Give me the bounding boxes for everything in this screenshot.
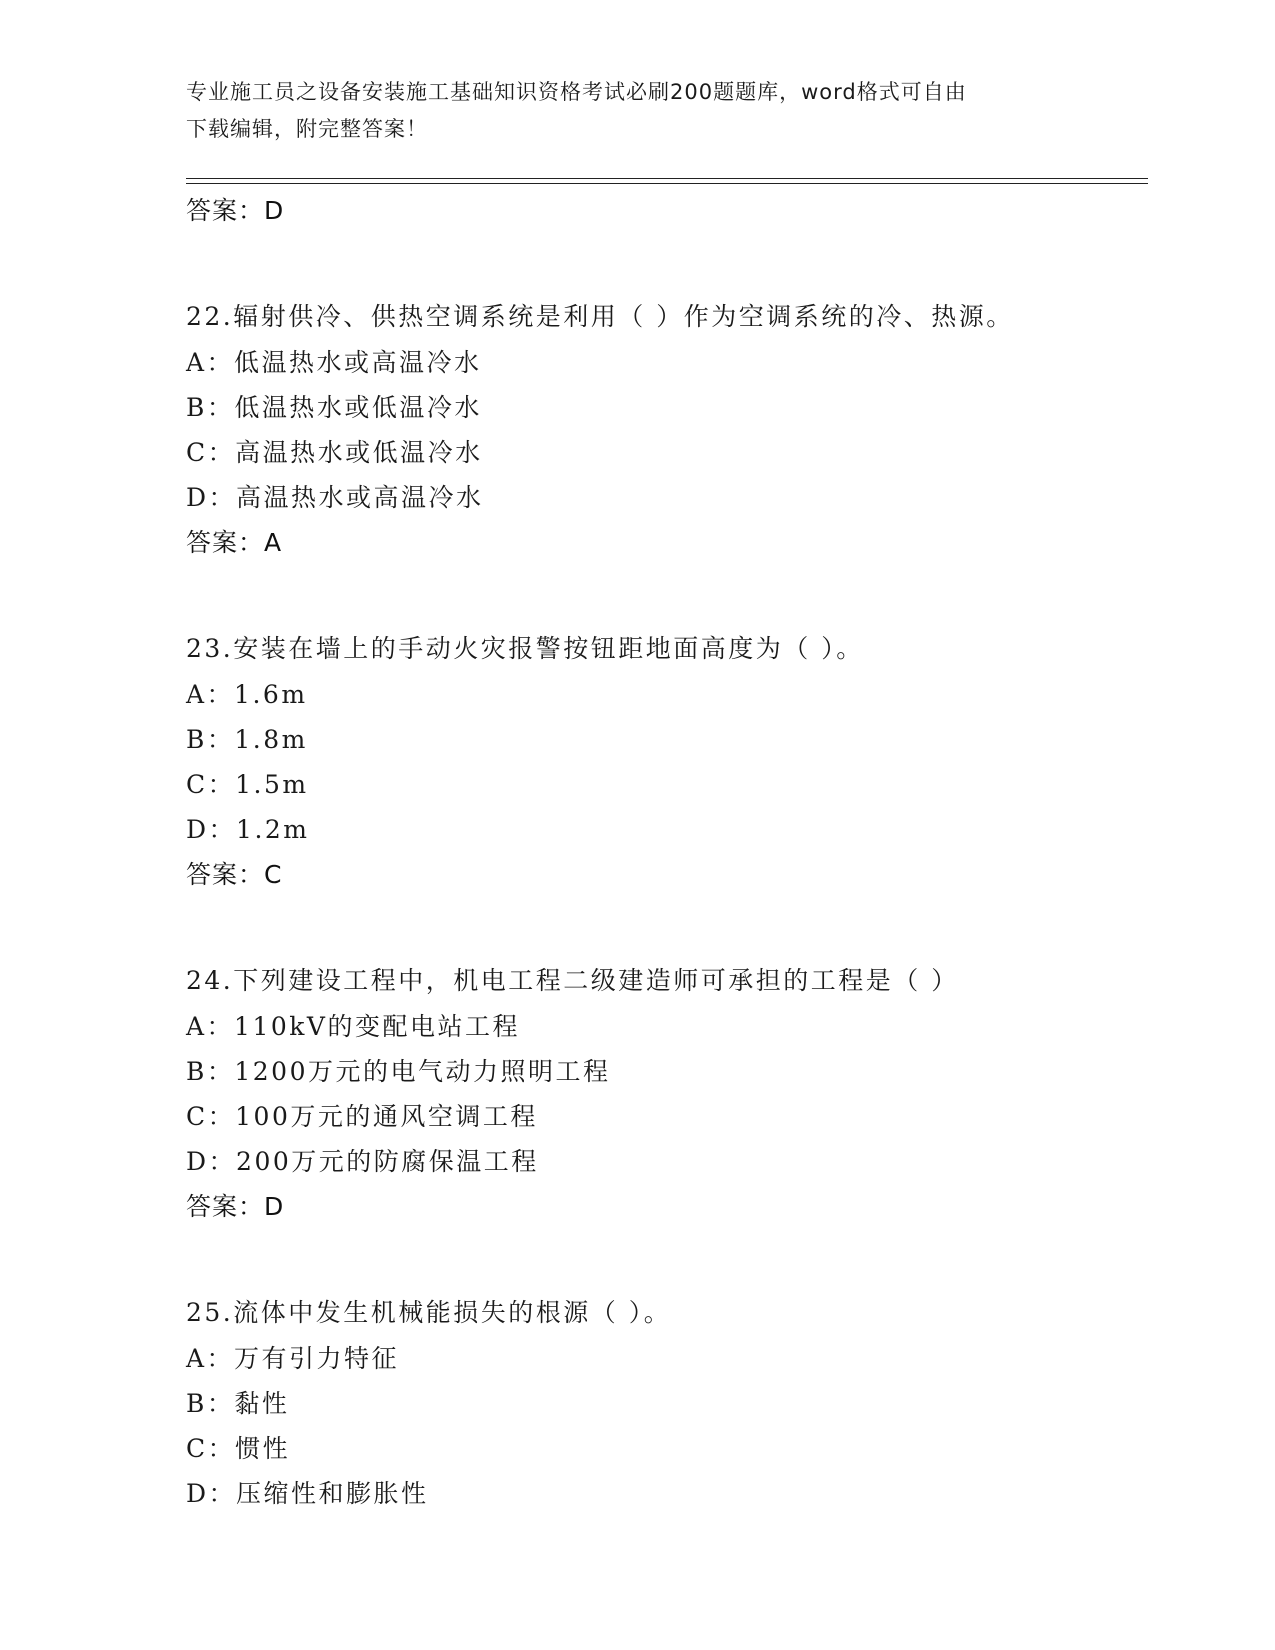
option-c: C：高温热水或低温冷水 [186,438,483,467]
document-header [186,74,1086,148]
option-b: B：低温热水或低温冷水 [186,393,482,422]
question-stem: 25.流体中发生机械能损失的根源（ ）。 [186,1298,672,1327]
header-line-2: 下载编辑，附完整答案！ [186,117,428,141]
header-line-1: 专业施工员之设备安装施工基础知识资格考试必刷200题题库，word格式可自由 [186,80,967,104]
question-24 [186,958,1146,1230]
spacer [186,1230,1146,1290]
option-a: A：110kV的变配电站工程 [186,1012,520,1041]
spacer [186,234,1146,294]
question-stem: 22.辐射供冷、供热空调系统是利用（ ）作为空调系统的冷、热源。 [186,302,1014,331]
option-b: B：1200万元的电气动力照明工程 [186,1057,611,1086]
header-divider-bottom [186,183,1148,184]
answer: 答案：C [186,860,283,889]
option-a: A：万有引力特征 [186,1344,400,1373]
question-25 [186,1290,1146,1516]
option-d: D：1.2m [186,815,310,844]
spacer [186,566,1146,626]
option-a: A：1.6m [186,680,308,709]
previous-answer: 答案：D [186,196,285,225]
header-divider-top [186,178,1148,179]
option-c: C：1.5m [186,770,309,799]
question-22 [186,294,1146,566]
option-b: B：黏性 [186,1389,290,1418]
question-stem: 24.下列建设工程中，机电工程二级建造师可承担的工程是（ ） [186,966,959,995]
option-c: C：惯性 [186,1434,291,1463]
question-stem: 23.安装在墙上的手动火灾报警按钮距地面高度为（ ）。 [186,634,864,663]
question-list [186,188,1146,1516]
option-d: D：压缩性和膨胀性 [186,1479,429,1508]
option-d: D：高温热水或高温冷水 [186,483,484,512]
option-a: A：低温热水或高温冷水 [186,348,482,377]
answer: 答案：D [186,1192,285,1221]
spacer [186,898,1146,958]
question-23 [186,626,1146,898]
option-b: B：1.8m [186,725,308,754]
option-c: C：100万元的通风空调工程 [186,1102,538,1131]
option-d: D：200万元的防腐保温工程 [186,1147,539,1176]
answer: 答案：A [186,528,283,557]
